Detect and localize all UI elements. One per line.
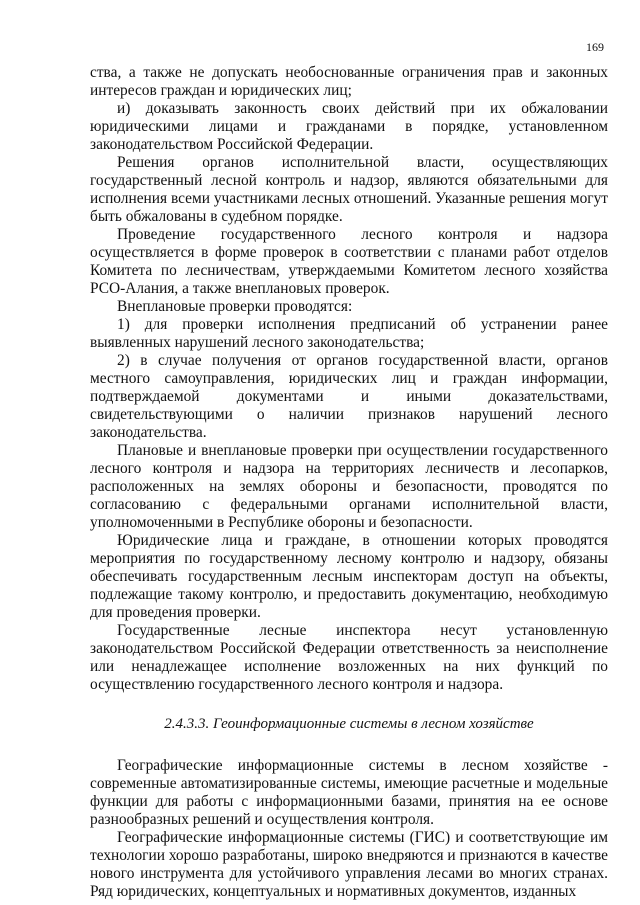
paragraph-planned: Плановые и внеплановые проверки при осуществлении государственного лесного контроля и надзора на территориях лесничеств и лесопарков, расположенных на землях обороны и безопасности, проводятся по согласованию с федеральными органами исполнительной власти, уполномоченными в Республике обороны и безопасности. xyxy=(90,442,608,531)
paragraph-item-i: и) доказывать законность своих действий при их обжаловании юридическими лицами и гражданами в порядке, установленном законодательством Российской Федерации. xyxy=(90,100,608,153)
paragraph-decisions: Решения органов исполнительной власти, осуществляющих государственный лесной контроль и надзор, являются обязательными для исполнения всеми участниками лесных отношений. Указанные решения могут быть обжалованы в судебном порядке. xyxy=(90,154,608,225)
paragraph-inspections: Проведение государственного лесного контроля и надзора осуществляется в форме проверок в соответствии с планами работ отделов Комитета по лесничествам, утверждаемыми Комитетом лесного хозяйства РСО-Алания, а также внеплановых проверок. xyxy=(90,226,608,297)
paragraph-inspectors: Государственные лесные инспектора несут установленную законодательством Российской Федерации ответственность за неисполнение или ненадлежащее исполнение возложенных на них функций по осуществлению государственного лесного контроля и надзора. xyxy=(90,622,608,693)
section-heading: 2.4.3.3. Геоинформационные системы в лесном хозяйстве xyxy=(164,716,534,732)
page-number: 169 xyxy=(586,40,604,54)
paragraph-gis-definition: Географические информационные системы в лесном хозяйстве - современные автоматизированные системы, имеющие расчетные и модельные функции для работы с информационными базами, принятия на ее основе разнообразных решений и осуществления контроля. xyxy=(90,757,608,828)
paragraph-gis-technologies: Географические информационные системы (ГИС) и соответствующие им технологии хорошо разработаны, широко внедряются и признаются в качестве нового инструмента для устойчивого управления лесами во многих странах. Ряд юридических, концептуальных и нормативных документов, изданных xyxy=(90,829,608,900)
paragraph-list-2: 2) в случае получения от органов государственной власти, органов местного самоуправления, юридических лиц и граждан информации, подтверждаемой документами и иными доказательствами, свидетельствующими о наличии признаков нарушений лесного законодательства. xyxy=(90,352,608,441)
paragraph-list-1: 1) для проверки исполнения предписаний об устранении ранее выявленных нарушений лесного законодательства; xyxy=(90,316,608,351)
paragraph-legal-entities: Юридические лица и граждане, в отношении которых проводятся мероприятия по государственному лесному контролю и надзору, обязаны обеспечивать государственным лесным инспекторам доступ на объекты, подлежащие такому контролю, и предоставить документацию, необходимую для проведения проверки. xyxy=(90,532,608,621)
page-body xyxy=(90,64,608,901)
paragraph-unplanned-intro: Внеплановые проверки проводятся: xyxy=(117,298,353,315)
paragraph-continuation: ства, а также не допускать необоснованные ограничения прав и законных интересов граждан и юридических лиц; xyxy=(90,64,608,99)
